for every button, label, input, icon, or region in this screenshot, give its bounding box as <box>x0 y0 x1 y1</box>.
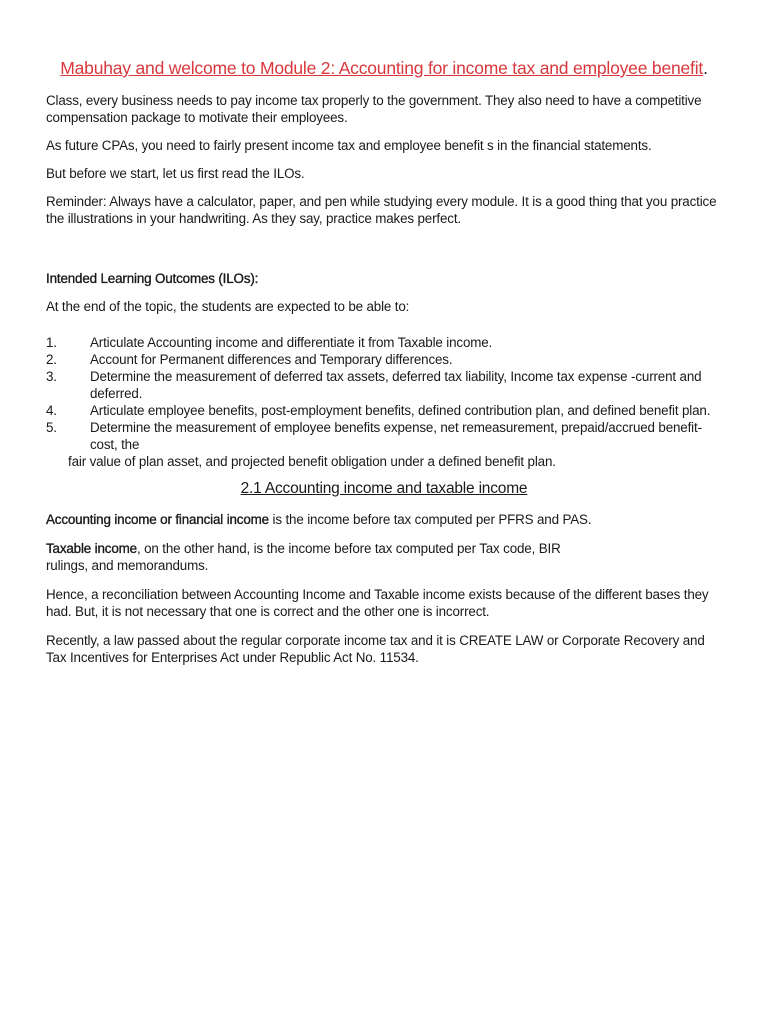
taxable-income-term: Taxable income <box>46 541 137 556</box>
ilo-text: Determine the measurement of employee benefits expense, net remeasurement, prepaid/accrued benefit-cost, the <box>90 420 702 452</box>
create-law-paragraph: Recently, a law passed about the regular corporate income tax and it is CREATE LAW or Corporate Recovery and Tax Incentives for Enterprises Act under Republic Act No. 11534. <box>46 633 705 665</box>
intro-paragraph-3: But before we start, let us first read the ILOs. <box>46 166 305 181</box>
ilo-number: 4. <box>46 403 57 418</box>
intro-paragraph-1: Class, every business needs to pay income tax properly to the government. They also need to have a competitive compensation package to motivate their employees. <box>46 93 702 125</box>
ilos-lead: At the end of the topic, the students are expected to be able to: <box>46 299 410 314</box>
ilo-text-continued: fair value of plan asset, and projected benefit obligation under a defined benefit plan. <box>68 454 556 469</box>
ilo-item <box>46 419 722 470</box>
reconciliation-paragraph: Hence, a reconciliation between Accounting Income and Taxable income exists because of the different bases they had. But, it is not necessary that one is correct and the other one is incorrect. <box>46 587 709 619</box>
taxable-income-definition: , on the other hand, is the income before tax computed per Tax code, BIR rulings, and memorandums. <box>46 541 561 573</box>
ilo-item <box>46 402 722 419</box>
ilo-item <box>46 368 722 402</box>
ilos-list <box>46 334 722 470</box>
intro-paragraph-2: As future CPAs, you need to fairly present income tax and employee benefit s in the financial statements. <box>46 138 652 153</box>
accounting-income-paragraph <box>46 511 722 528</box>
section-heading: 2.1 Accounting income and taxable income <box>240 480 528 497</box>
ilo-text: Articulate Accounting income and differentiate it from Taxable income. <box>90 335 493 350</box>
accounting-income-definition: is the income before tax computed per PFRS and PAS. <box>268 512 592 527</box>
reminder-paragraph: Reminder: Always have a calculator, paper, and pen while studying every module. It is a good thing that you practice the illustrations in your handwriting. As they say, practice makes perfect. <box>46 194 717 226</box>
ilo-text: Determine the measurement of deferred tax assets, deferred tax liability, Income tax expense -current and deferred. <box>90 369 702 401</box>
module-title-period: . <box>703 58 708 78</box>
ilo-item <box>46 351 722 368</box>
ilo-item <box>46 334 722 351</box>
module-title-text: Mabuhay and welcome to Module 2: Accounting for income tax and employee benefit <box>60 58 704 78</box>
ilo-number: 3. <box>46 369 57 384</box>
taxable-income-paragraph <box>46 540 722 574</box>
module-title <box>46 58 722 79</box>
ilo-number: 1. <box>46 335 57 350</box>
accounting-income-term: Accounting income or financial income <box>46 512 269 527</box>
ilos-heading: Intended Learning Outcomes (ILOs): <box>46 271 259 286</box>
ilo-text: Articulate employee benefits, post-employment benefits, defined contribution plan, and defined benefit plan. <box>90 403 711 418</box>
ilo-number: 5. <box>46 420 57 435</box>
ilo-text: Account for Permanent differences and Temporary differences. <box>90 352 453 367</box>
ilo-number: 2. <box>46 352 57 367</box>
